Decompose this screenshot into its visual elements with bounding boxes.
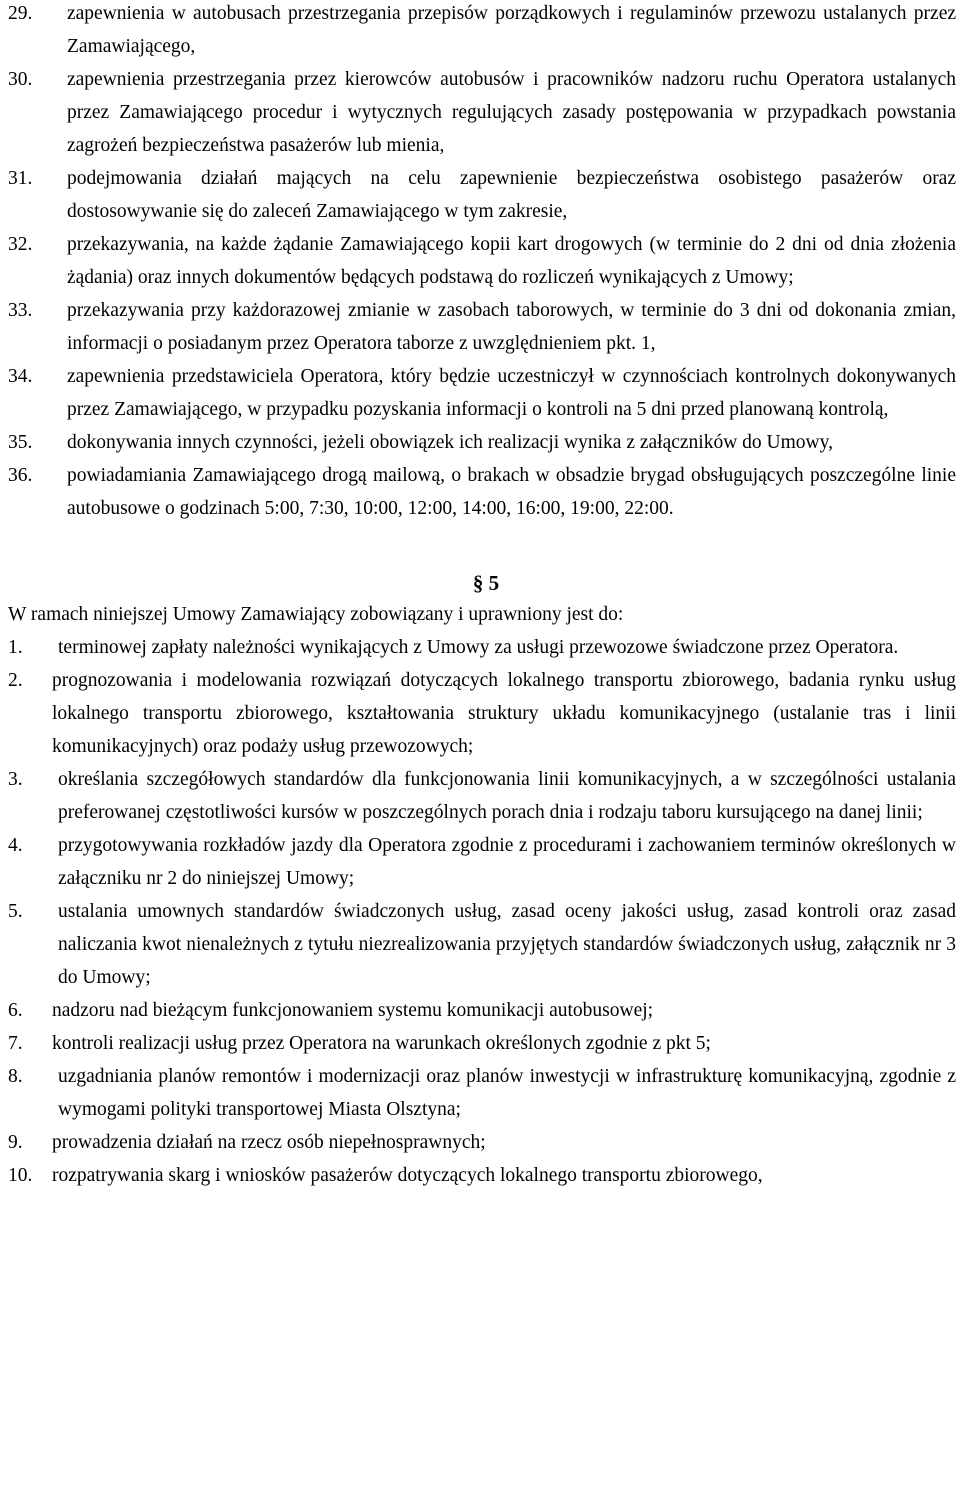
list-item-text: określania szczegółowych standardów dla funkcjonowania linii komunikacyjnych, a w szczególności ustalania preferowanej częstotliwości kursów w poszczególnych porach dnia i rodzaju taboru kursującego na danej linii; [58,769,956,823]
list-item-number: 2. [8,670,23,691]
ordering-party-rights-list [0,631,960,1192]
section-sign: § [472,571,484,595]
list-item [0,664,960,763]
list-item [0,631,960,664]
list-item-text: przekazywania, na każde żądanie Zamawiającego kopii kart drogowych (w terminie do 2 dni od dnia złożenia żądania) oraz innych dokumentów będących podstawą do rozliczeń wynikających z Umowy; [67,234,956,288]
list-item-number: 32. [8,234,33,255]
list-item [0,162,960,228]
list-item [0,1060,960,1126]
list-item-number: 4. [8,835,23,856]
list-item-number: 34. [8,366,33,387]
list-item-number: 8. [8,1066,23,1087]
list-item-number: 9. [8,1132,23,1153]
list-item-number: 3. [8,769,23,790]
list-item-text: dokonywania innych czynności, jeżeli obowiązek ich realizacji wynika z załączników do Umowy, [67,432,833,453]
list-item-number: 30. [8,69,33,90]
list-item [0,0,960,63]
list-item-text: zapewnienia w autobusach przestrzegania przepisów porządkowych i regulaminów przewozu ustalanych przez Zamawiającego, [67,3,956,57]
list-item-text: powiadamiania Zamawiającego drogą mailową, o brakach w obsadzie brygad obsługujących poszczególne linie autobusowe o godzinach 5:00, 7:30, 10:00, 12:00, 14:00, 16:00, 19:00, 22:00. [67,465,956,519]
list-item-text: rozpatrywania skarg i wniosków pasażerów dotyczących lokalnego transportu zbiorowego, [52,1165,763,1186]
list-item-text: nadzoru nad bieżącym funkcjonowaniem systemu komunikacji autobusowej; [52,1000,654,1021]
list-item-number: 31. [8,168,33,189]
list-item [0,228,960,294]
list-item-text: zapewnienia przedstawiciela Operatora, który będzie uczestniczył w czynnościach kontrolnych dokonywanych przez Zamawiającego, w przypadku pozyskania informacji o kontroli na 5 dni przed planowaną kontrolą, [67,366,956,420]
list-item [0,360,960,426]
list-item-number: 1. [8,637,23,658]
list-item-text: zapewnienia przestrzegania przez kierowców autobusów i pracowników nadzoru ruchu Operatora ustalanych przez Zamawiającego procedur i wytycznych regulujących zasady postępowania w przypadkach powstania zagrożeń bezpieczeństwa pasażerów lub mienia, [67,69,956,156]
list-item-text: uzgadniania planów remontów i modernizacji oraz planów inwestycji w infrastrukturę komunikacyjną, zgodnie z wymogami polityki transportowej Miasta Olsztyna; [58,1066,956,1120]
list-item-number: 29. [8,3,33,24]
list-item-number: 5. [8,901,23,922]
list-item-text: przekazywania przy każdorazowej zmianie w zasobach taborowych, w terminie do 3 dni od dokonania zmian, informacji o posiadanym przez Operatora taborze z uwzględnieniem pkt. 1, [67,300,956,354]
list-item-text: ustalania umownych standardów świadczonych usług, zasad oceny jakości usług, zasad kontroli oraz zasad naliczania kwot nienależnych z tytułu niezrealizowania przyjętych standardów świadczonych usług, załącznik nr 3 do Umowy; [58,901,956,988]
list-item-text: podejmowania działań mających na celu zapewnienie bezpieczeństwa osobistego pasażerów oraz dostosowywanie się do zaleceń Zamawiającego w tym zakresie, [67,168,956,222]
list-item-text: prowadzenia działań na rzecz osób niepełnosprawnych; [52,1132,486,1153]
list-item-number: 35. [8,432,33,453]
list-item [0,994,960,1027]
list-item-text: prognozowania i modelowania rozwiązań dotyczących lokalnego transportu zbiorowego, badania rynku usług lokalnego transportu zbiorowego, kształtowania struktury układu komunikacyjnego (ustalanie tras i linii komunikacyjnych) oraz podaży usług przewozowych; [52,670,956,757]
list-item-number: 7. [8,1033,23,1054]
list-item [0,63,960,162]
list-item [0,763,960,829]
list-item [0,459,960,525]
section-heading [0,565,960,601]
list-item [0,426,960,459]
list-item-number: 33. [8,300,33,321]
list-item [0,829,960,895]
list-item [0,1159,960,1192]
list-item-number: 10. [8,1165,33,1186]
list-item [0,895,960,994]
list-item-number: 36. [8,465,33,486]
list-item [0,1126,960,1159]
list-item-text: przygotowywania rozkładów jazdy dla Operatora zgodnie z procedurami i zachowaniem terminów określonych w załączniku nr 2 do niniejszej Umowy; [58,835,956,889]
section-intro: W ramach niniejszej Umowy Zamawiający zobowiązany i uprawniony jest do: [8,604,624,625]
section-number: 5 [488,571,500,595]
list-item [0,294,960,360]
obligations-list-continued [0,0,960,525]
list-item-number: 6. [8,1000,23,1021]
list-item-text: kontroli realizacji usług przez Operatora na warunkach określonych zgodnie z pkt 5; [52,1033,711,1054]
list-item-text: terminowej zapłaty należności wynikających z Umowy za usługi przewozowe świadczone przez Operatora. [58,637,899,658]
list-item [0,1027,960,1060]
